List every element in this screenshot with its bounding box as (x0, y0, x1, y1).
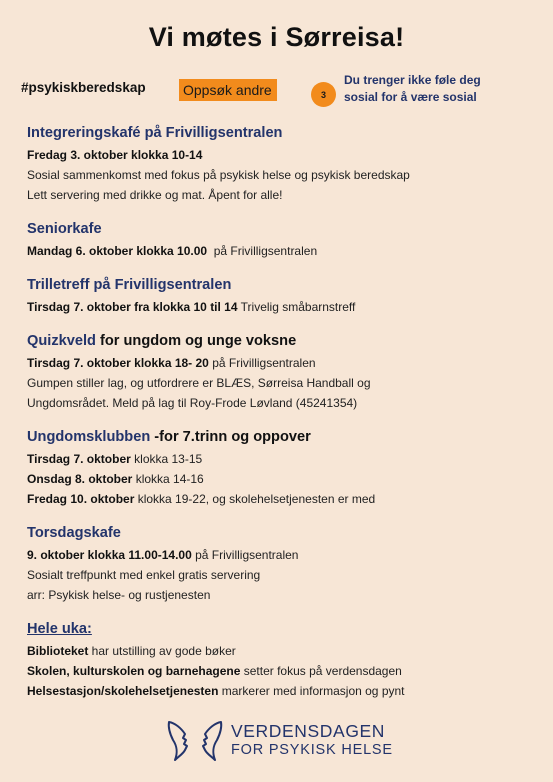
event-list (27, 123, 542, 715)
week-line: Helsestasjon/skolehelsetjenesten markerer med informasjon og pynt (27, 684, 405, 698)
event-line: Onsdag 8. oktober klokka 14-16 (27, 472, 204, 486)
event-line: Ungdomsrådet. Meld på lag til Roy-Frode Løvland (45241354) (27, 396, 358, 410)
event-line: Tirsdag 7. oktober fra klokka 10 til 14 Trivelig småbarnstreff (27, 300, 356, 314)
faces-logo-icon (165, 719, 225, 763)
event-line: Tirsdag 7. oktober klokka 13-15 (27, 452, 203, 466)
event-line: Sosialt treffpunkt med enkel gratis servering (27, 568, 261, 582)
tagline-line-2: sosial for å være sosial (344, 90, 477, 104)
event-quizkveld (27, 331, 542, 413)
event-title: Quizkveld for ungdom og unge voksne (27, 333, 297, 349)
hashtag: #psykiskberedskap (21, 80, 146, 95)
week-line: Skolen, kulturskolen og barnehagene setter fokus på verdensdagen (27, 664, 402, 678)
event-title: Torsdagskafe (27, 525, 121, 541)
verdensdagen-logo (165, 719, 393, 763)
event-line: Fredag 3. oktober klokka 10-14 (27, 148, 203, 162)
week-line: Biblioteket har utstilling av gode bøker (27, 644, 236, 658)
oppsok-andre-badge: Oppsøk andre (179, 79, 277, 101)
event-title: Integreringskafé på Frivilligsentralen (27, 125, 283, 141)
page-title: Vi møtes i Sørreisa! (148, 22, 405, 52)
event-trilletreff (27, 275, 542, 317)
event-seniorkafe (27, 219, 542, 261)
event-torsdagskafe (27, 523, 542, 605)
event-line: Fredag 10. oktober klokka 19-22, og skolehelsetjenesten er med (27, 492, 376, 506)
number-circle: 3 (311, 82, 336, 107)
week-section (27, 619, 542, 701)
event-line: Gumpen stiller lag, og utfordrere er BLÆS, Sørreisa Handball og (27, 376, 371, 390)
event-ungdomsklubben (27, 427, 542, 509)
tagline-line-1: Du trenger ikke føle deg (344, 73, 481, 87)
event-line: 9. oktober klokka 11.00-14.00 på Frivilligsentralen (27, 548, 299, 562)
event-title: Ungdomsklubben -for 7.trinn og oppover (27, 429, 311, 445)
event-title: Trilletreff på Frivilligsentralen (27, 277, 232, 293)
event-line: Lett servering med drikke og mat. Åpent for alle! (27, 188, 283, 202)
event-title: Seniorkafe (27, 221, 102, 237)
logo-text (231, 722, 393, 760)
event-line: Mandag 6. oktober klokka 10.00 på Frivilligsentralen (27, 244, 318, 258)
event-line: arr: Psykisk helse- og rustjenesten (27, 588, 211, 602)
tagline (344, 72, 481, 106)
week-title: Hele uka: (27, 621, 92, 637)
logo-line-2: FOR PSYKISK HELSE (231, 742, 393, 758)
event-line: Sosial sammenkomst med fokus på psykisk helse og psykisk beredskap (27, 168, 410, 182)
event-line: Tirsdag 7. oktober klokka 18- 20 på Frivilligsentralen (27, 356, 316, 370)
event-integreringskafe (27, 123, 542, 205)
logo-line-1: VERDENSDAGEN (231, 721, 386, 741)
